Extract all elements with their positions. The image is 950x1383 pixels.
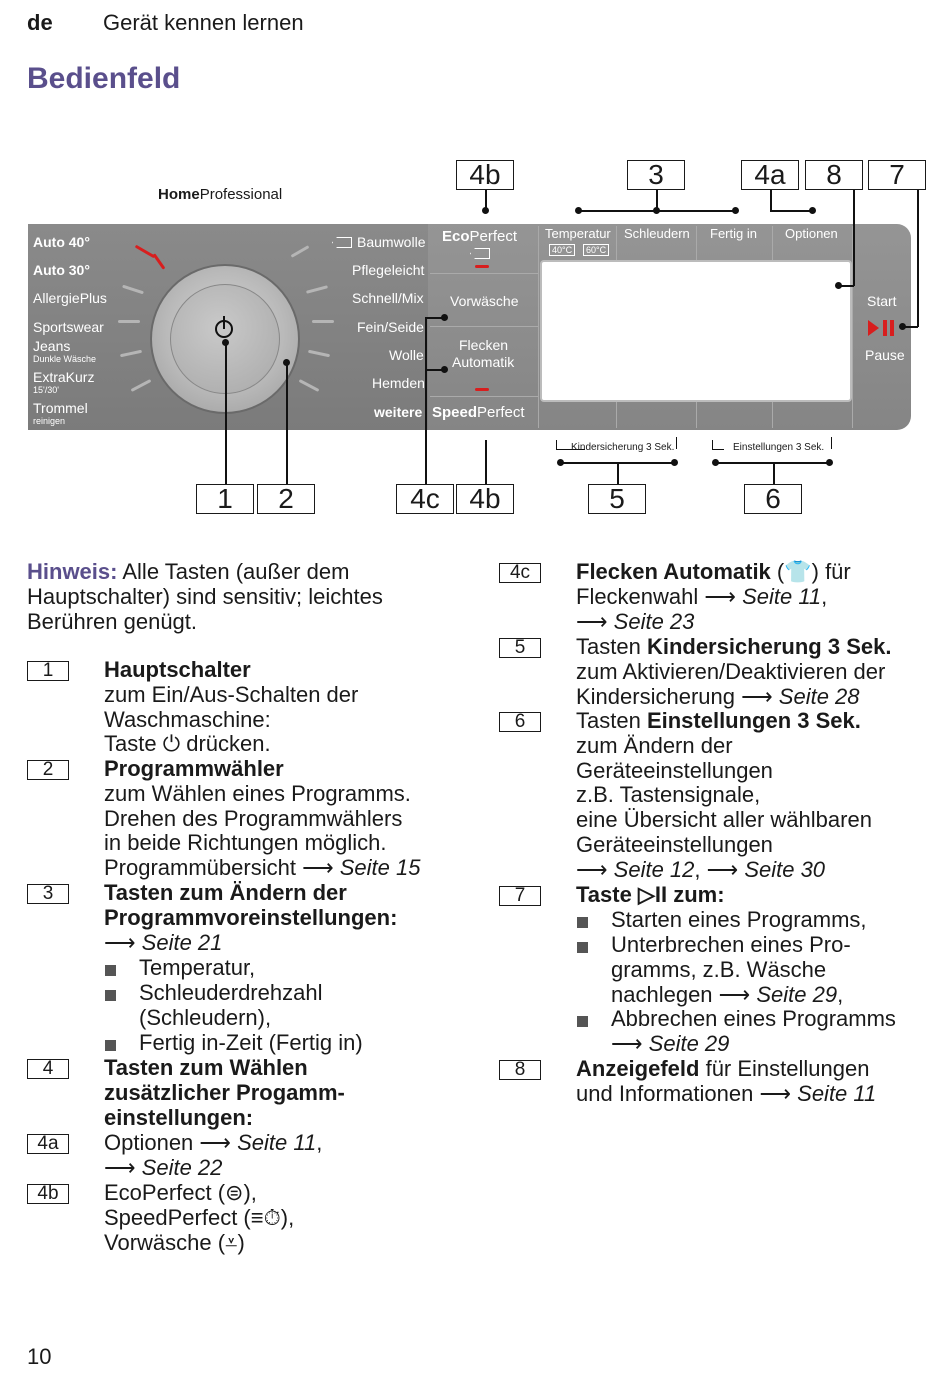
section-title: Bedienfeld [27,62,181,95]
speedperfect-button[interactable]: SpeedPerfect [432,404,525,421]
page-number: 10 [27,1344,52,1369]
item-1-text: Hauptschalter zum Ein/Aus-Schalten der Waschmaschine: Taste ⏻ drücken. [104,657,359,757]
hint-label: Hinweis: [27,559,118,584]
program-allergieplus[interactable]: AllergiePlus [33,290,107,306]
ecoperfect-button[interactable]: EcoPerfect [442,228,518,245]
item-5-text: Tasten Kindersicherung 3 Sek. zum Aktivieren/Deaktivieren der Kindersicherung ⟶ Seite 28 [576,634,892,709]
flecken-automatik-button[interactable]: Flecken [459,337,509,353]
schleudern-button[interactable]: Schleudern [624,226,690,241]
program-jeans-sub: Dunkle Wäsche [33,354,97,364]
bullet [577,917,588,928]
callout-8: 8 [805,160,863,190]
callout-2: 2 [257,484,315,514]
brand-logo: HomeProfessional [158,186,283,203]
program-pflegeleicht[interactable]: Pflegeleicht [352,262,425,278]
fertig-in-button[interactable]: Fertig in [710,226,757,241]
item-4a-text: Optionen ⟶ Seite 11, ⟶ Seite 22 [104,1130,323,1180]
item-number-8: 8 [499,1060,541,1080]
program-extrakurz[interactable]: ExtraKurz [33,369,95,385]
start-label: Start [867,293,897,309]
callout-6: 6 [744,484,802,514]
program-wolle[interactable]: Wolle [389,347,424,363]
item-number-2: 2 [27,760,69,780]
item-4c-text: Flecken Automatik (👕) für Fleckenwahl ⟶ Seite 11, ⟶ Seite 23 [576,559,851,634]
item-8-text: Anzeigefeld für Einstellungen und Informationen ⟶ Seite 11 [576,1056,877,1106]
callout-7: 7 [868,160,926,190]
item-number-4: 4 [27,1059,69,1079]
callout-4b-bottom: 4b [456,484,514,514]
bullet [105,1040,116,1051]
item-number-4b: 4b [27,1184,69,1204]
bullet [105,990,116,1001]
item-number-3: 3 [27,884,69,904]
program-trommel[interactable]: Trommel [33,400,88,416]
program-hemden[interactable]: Hemden [372,375,425,391]
program-weitere[interactable]: weitere [374,404,423,420]
callout-4a: 4a [741,160,799,190]
bullet [105,965,116,976]
language-code: de [27,10,53,35]
item-7-title: Taste ▷II zum: [576,882,725,907]
item-number-6: 6 [499,712,541,732]
chapter-title: Gerät kennen lernen [103,10,304,35]
program-sportswear[interactable]: Sportswear [33,319,104,335]
program-auto30[interactable]: Auto 30° [33,262,90,278]
item-3-text: Tasten zum Ändern der Programmvoreinstellungen: ⟶ Seite 21 [104,880,398,955]
item-number-1: 1 [27,661,69,681]
temp-badge-40: 40°C [549,244,575,256]
program-trommel-sub: reinigen [33,416,66,426]
item-6-text: Tasten Einstellungen 3 Sek. zum Ändern der Geräteeinstellungen z.B. Tastensignale, eine Übersicht aller wählbaren Geräteeinstellungen ⟶ Seite 12, ⟶ Seite 30 [576,708,872,882]
display-field [540,260,852,402]
temp-badge-60: 60°C [583,244,609,256]
vorwaesche-button[interactable]: Vorwäsche [450,293,519,309]
item-number-4c: 4c [499,563,541,583]
program-fein-seide[interactable]: Fein/Seide [357,319,424,335]
hint-block: Hinweis: Alle Tasten (außer dem Hauptschalter) sind sensitiv; leichtes Berühren genügt. [27,559,383,634]
temperatur-button[interactable]: Temperatur [545,226,611,241]
item-number-7: 7 [499,886,541,906]
einstellungen-label [712,440,724,450]
program-schnell-mix[interactable]: Schnell/Mix [352,290,424,306]
item-number-4a: 4a [27,1134,69,1154]
pause-label: Pause [865,347,905,363]
flecken-automatik-label-2: Automatik [452,354,515,370]
optionen-button[interactable]: Optionen [785,226,838,241]
program-baumwolle[interactable]: Baumwolle [357,234,426,250]
bullet [577,942,588,953]
program-extrakurz-sub: 15'/30' [33,385,59,395]
item-2-text: Programmwähler zum Wählen eines Programms. Drehen des Programmwählers in beide Richtungen möglich. Programmübersicht ⟶ Seite 15 [104,756,421,881]
program-auto40[interactable]: Auto 40° [33,234,90,250]
callout-4c: 4c [396,484,454,514]
start-pause-button[interactable] [868,320,879,336]
callout-1: 1 [196,484,254,514]
control-panel-figure: 4b 3 4a 8 7 HomeProfessional Auto 40° Auto 30° AllergiePlus Sportswear Jeans Dunkle Wäsche ExtraKurz 15'/30' Trommel reinigen Baumwolle Pflegeleicht Schnell/Mix Fein/Seide Wolle Hemden weitere EcoPerfect Vorwäsche Flecken Automatik SpeedPerfect Temperatur 40°C 60°C Schleudern Fertig in Optionen Start Pause Kindersicherung 3 Sek. Einstellungen 3 Sek. 1 2 4c 4b 5 6 [0,140,950,530]
bullet [577,1016,588,1027]
item-4-text: Tasten zum Wählen zusätzlicher Progamm- einstellungen: [104,1055,345,1130]
callout-5: 5 [588,484,646,514]
callout-3: 3 [627,160,685,190]
item-number-5: 5 [499,638,541,658]
program-jeans[interactable]: Jeans [33,338,71,354]
callout-4b-top: 4b [456,160,514,190]
item-4b-text: EcoPerfect (⊜), SpeedPerfect (≡⏱), Vorwäsche (⩡) [104,1180,295,1255]
